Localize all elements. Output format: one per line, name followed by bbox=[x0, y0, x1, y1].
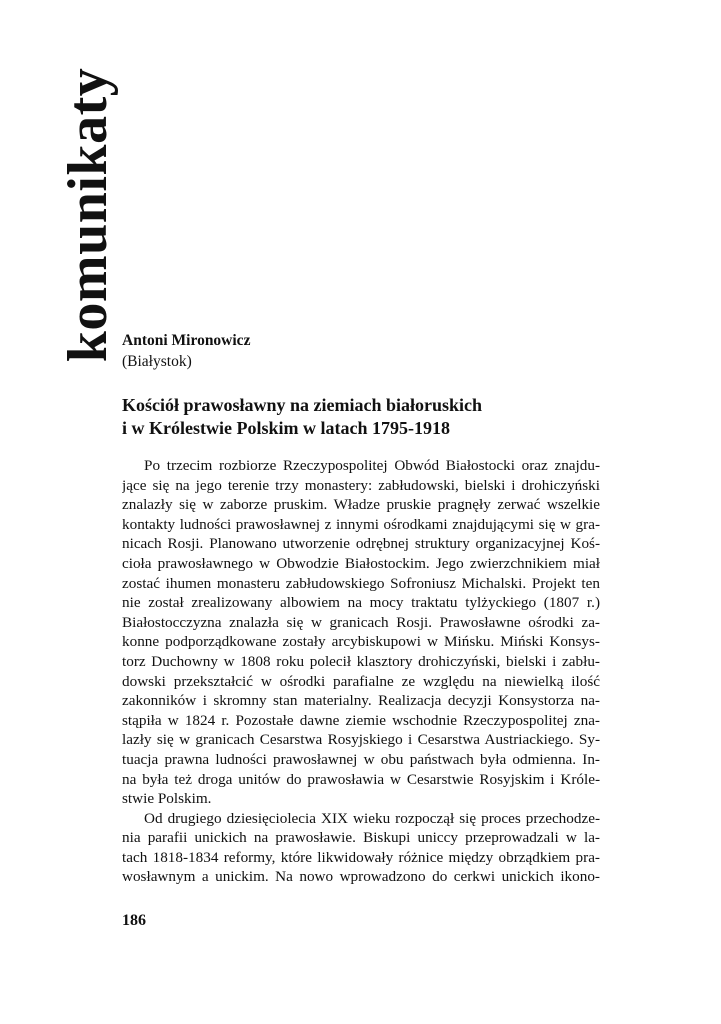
body-line: tach 1818-1834 reformy, które likwidowały różnice między obrządkiem pra- bbox=[122, 848, 600, 866]
body-line: nia parafii unickich na prawosławie. Biskupi uniccy przeprowadzali w la- bbox=[122, 829, 600, 847]
body-line: stąpiła w 1824 r. Pozostałe dawne ziemie wschodnie Rzeczypospolitej zna- bbox=[122, 711, 600, 729]
body-line: torz Duchowny w 1808 roku polecił klasztory drohiczyński, bielski i zabłu- bbox=[122, 652, 600, 670]
body-line: wosławnym a unickim. Na nowo wprowadzono do cerkwi unickich ikono- bbox=[122, 868, 600, 886]
body-line: kontakty ludności prawosławnej z innymi ośrodkami znajdującymi się w gra- bbox=[122, 515, 600, 533]
body-line: dowski przekształcić w ośrodki parafialne ze względu na niewielką ilość bbox=[122, 672, 600, 690]
body-line: konne podporządkowane zostały arcybiskupowi w Mińsku. Miński Konsys- bbox=[122, 633, 600, 651]
body-line: zostać ihumen monasteru zabłudowskiego Sofroniusz Michalski. Projekt ten bbox=[122, 574, 600, 592]
body-line: na była też droga unitów do prawosławia w Cesarstwie Rosyjskim i Króle- bbox=[122, 770, 600, 788]
author-block bbox=[122, 330, 250, 372]
author-affiliation: (Białystok) bbox=[122, 353, 192, 370]
body-line: znalazły się w zaborze pruskim. Władze pruskie pragnęły zerwać wszelkie bbox=[122, 496, 600, 514]
article-title bbox=[122, 394, 602, 440]
body-line: lazły się w granicach Cesarstwa Rosyjskiego i Cesarstwa Austriackiego. Sy- bbox=[122, 731, 600, 749]
article-title-line-1: Kościół prawosławny na ziemiach białoruskich bbox=[122, 395, 483, 415]
body-line: nicach Rosji. Planowano utworzenie odrębnej struktury organizacyjnej Koś- bbox=[122, 535, 600, 553]
body-line: Od drugiego dziesięciolecia XIX wieku rozpoczął się proces przechodze- bbox=[144, 809, 600, 827]
page-number: 186 bbox=[122, 912, 146, 929]
body-line: Białostocczyzna znalazła się w granicach Rosji. Prawosławne ośrodki za- bbox=[122, 613, 600, 631]
section-label-text: komunikaty bbox=[57, 67, 119, 363]
body-line: Po trzecim rozbiorze Rzeczypospolitej Obwód Białostocki oraz znajdu- bbox=[144, 457, 600, 474]
body-line: zakonników i skromny stan materialny. Realizacja decyzji Konsystorza na- bbox=[122, 692, 600, 710]
body-line: tuacja prawna ludności prawosławnej w obu państwach była odmienna. In- bbox=[122, 750, 600, 768]
body-line: jące się na jego terenie trzy monastery: zabłudowski, bielski i drohiczyński bbox=[122, 476, 600, 494]
article-body bbox=[122, 456, 600, 887]
section-label bbox=[57, 67, 119, 363]
article-title-line-2: i w Królestwie Polskim w latach 1795-1918 bbox=[122, 418, 450, 438]
body-line: nie został zrealizowany albowiem na mocy traktatu tylżyckiego (1807 r.) bbox=[122, 594, 600, 612]
body-line: stwie Polskim. bbox=[122, 790, 212, 808]
author-name: Antoni Mironowicz bbox=[122, 332, 251, 349]
body-line: cioła prawosławnego w Obwodzie Białostockim. Jego zwierzchnikiem miał bbox=[122, 554, 600, 572]
